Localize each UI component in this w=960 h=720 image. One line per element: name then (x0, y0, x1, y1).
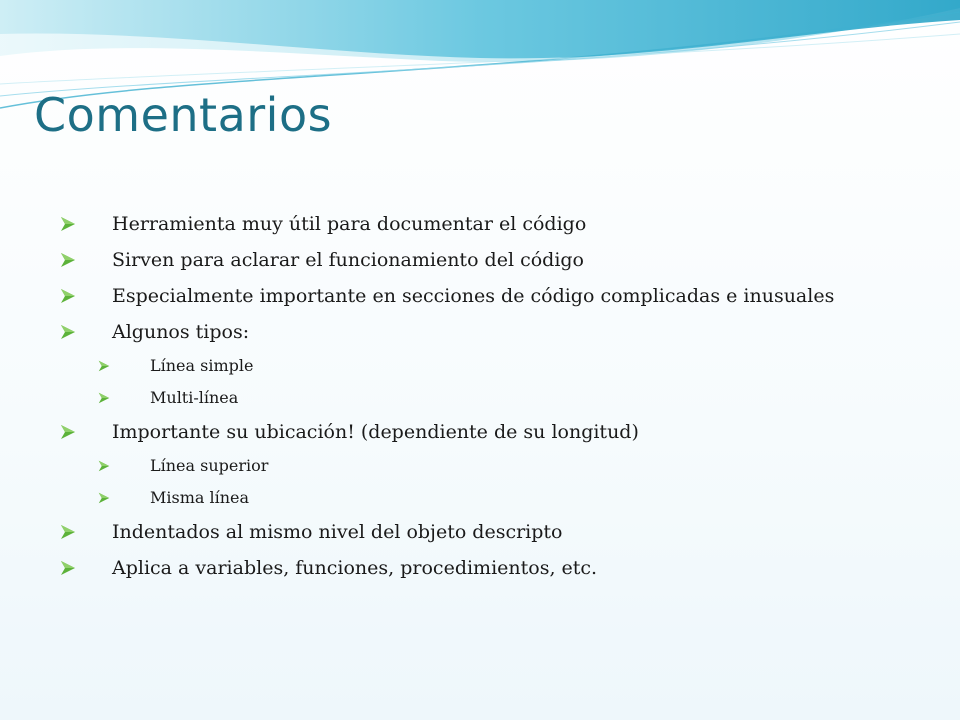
bullet-text: Línea simple (150, 356, 254, 375)
arrowhead-bullet-icon (60, 424, 76, 440)
bullet-text: Línea superior (150, 456, 269, 475)
sub-bullet-item (60, 382, 940, 414)
arrowhead-bullet-icon (60, 252, 76, 268)
bullet-item (60, 314, 940, 350)
arrowhead-bullet-icon (60, 324, 76, 340)
arrowhead-bullet-icon (60, 560, 76, 576)
arrowhead-bullet-icon (60, 524, 76, 540)
bullet-text: Sirven para aclarar el funcionamiento del código (112, 249, 584, 271)
bullet-text: Herramienta muy útil para documentar el código (112, 213, 587, 235)
bullet-text: Algunos tipos: (112, 321, 250, 343)
bullet-text: Importante su ubicación! (dependiente de su longitud) (112, 421, 639, 443)
arrowhead-bullet-icon (60, 288, 76, 304)
bullet-text: Especialmente importante en secciones de código complicadas e inusuales (112, 285, 835, 307)
bullet-text: Indentados al mismo nivel del objeto descripto (112, 521, 563, 543)
arrowhead-bullet-icon (98, 460, 110, 472)
slide-title: Comentarios (34, 88, 333, 142)
arrowhead-bullet-icon (98, 492, 110, 504)
bullet-item (60, 278, 940, 314)
arrowhead-bullet-icon (98, 392, 110, 404)
bullet-text: Multi-línea (150, 388, 239, 407)
bullet-item (60, 206, 940, 242)
bullet-item (60, 514, 940, 550)
bullet-list (60, 206, 940, 586)
sub-bullet-item (60, 350, 940, 382)
sub-bullet-item (60, 450, 940, 482)
bullet-text: Aplica a variables, funciones, procedimientos, etc. (112, 557, 598, 579)
bullet-text: Misma línea (150, 488, 250, 507)
bullet-item (60, 414, 940, 450)
bullet-item (60, 242, 940, 278)
bullet-item (60, 550, 940, 586)
arrowhead-bullet-icon (60, 216, 76, 232)
sub-bullet-item (60, 482, 940, 514)
arrowhead-bullet-icon (98, 360, 110, 372)
